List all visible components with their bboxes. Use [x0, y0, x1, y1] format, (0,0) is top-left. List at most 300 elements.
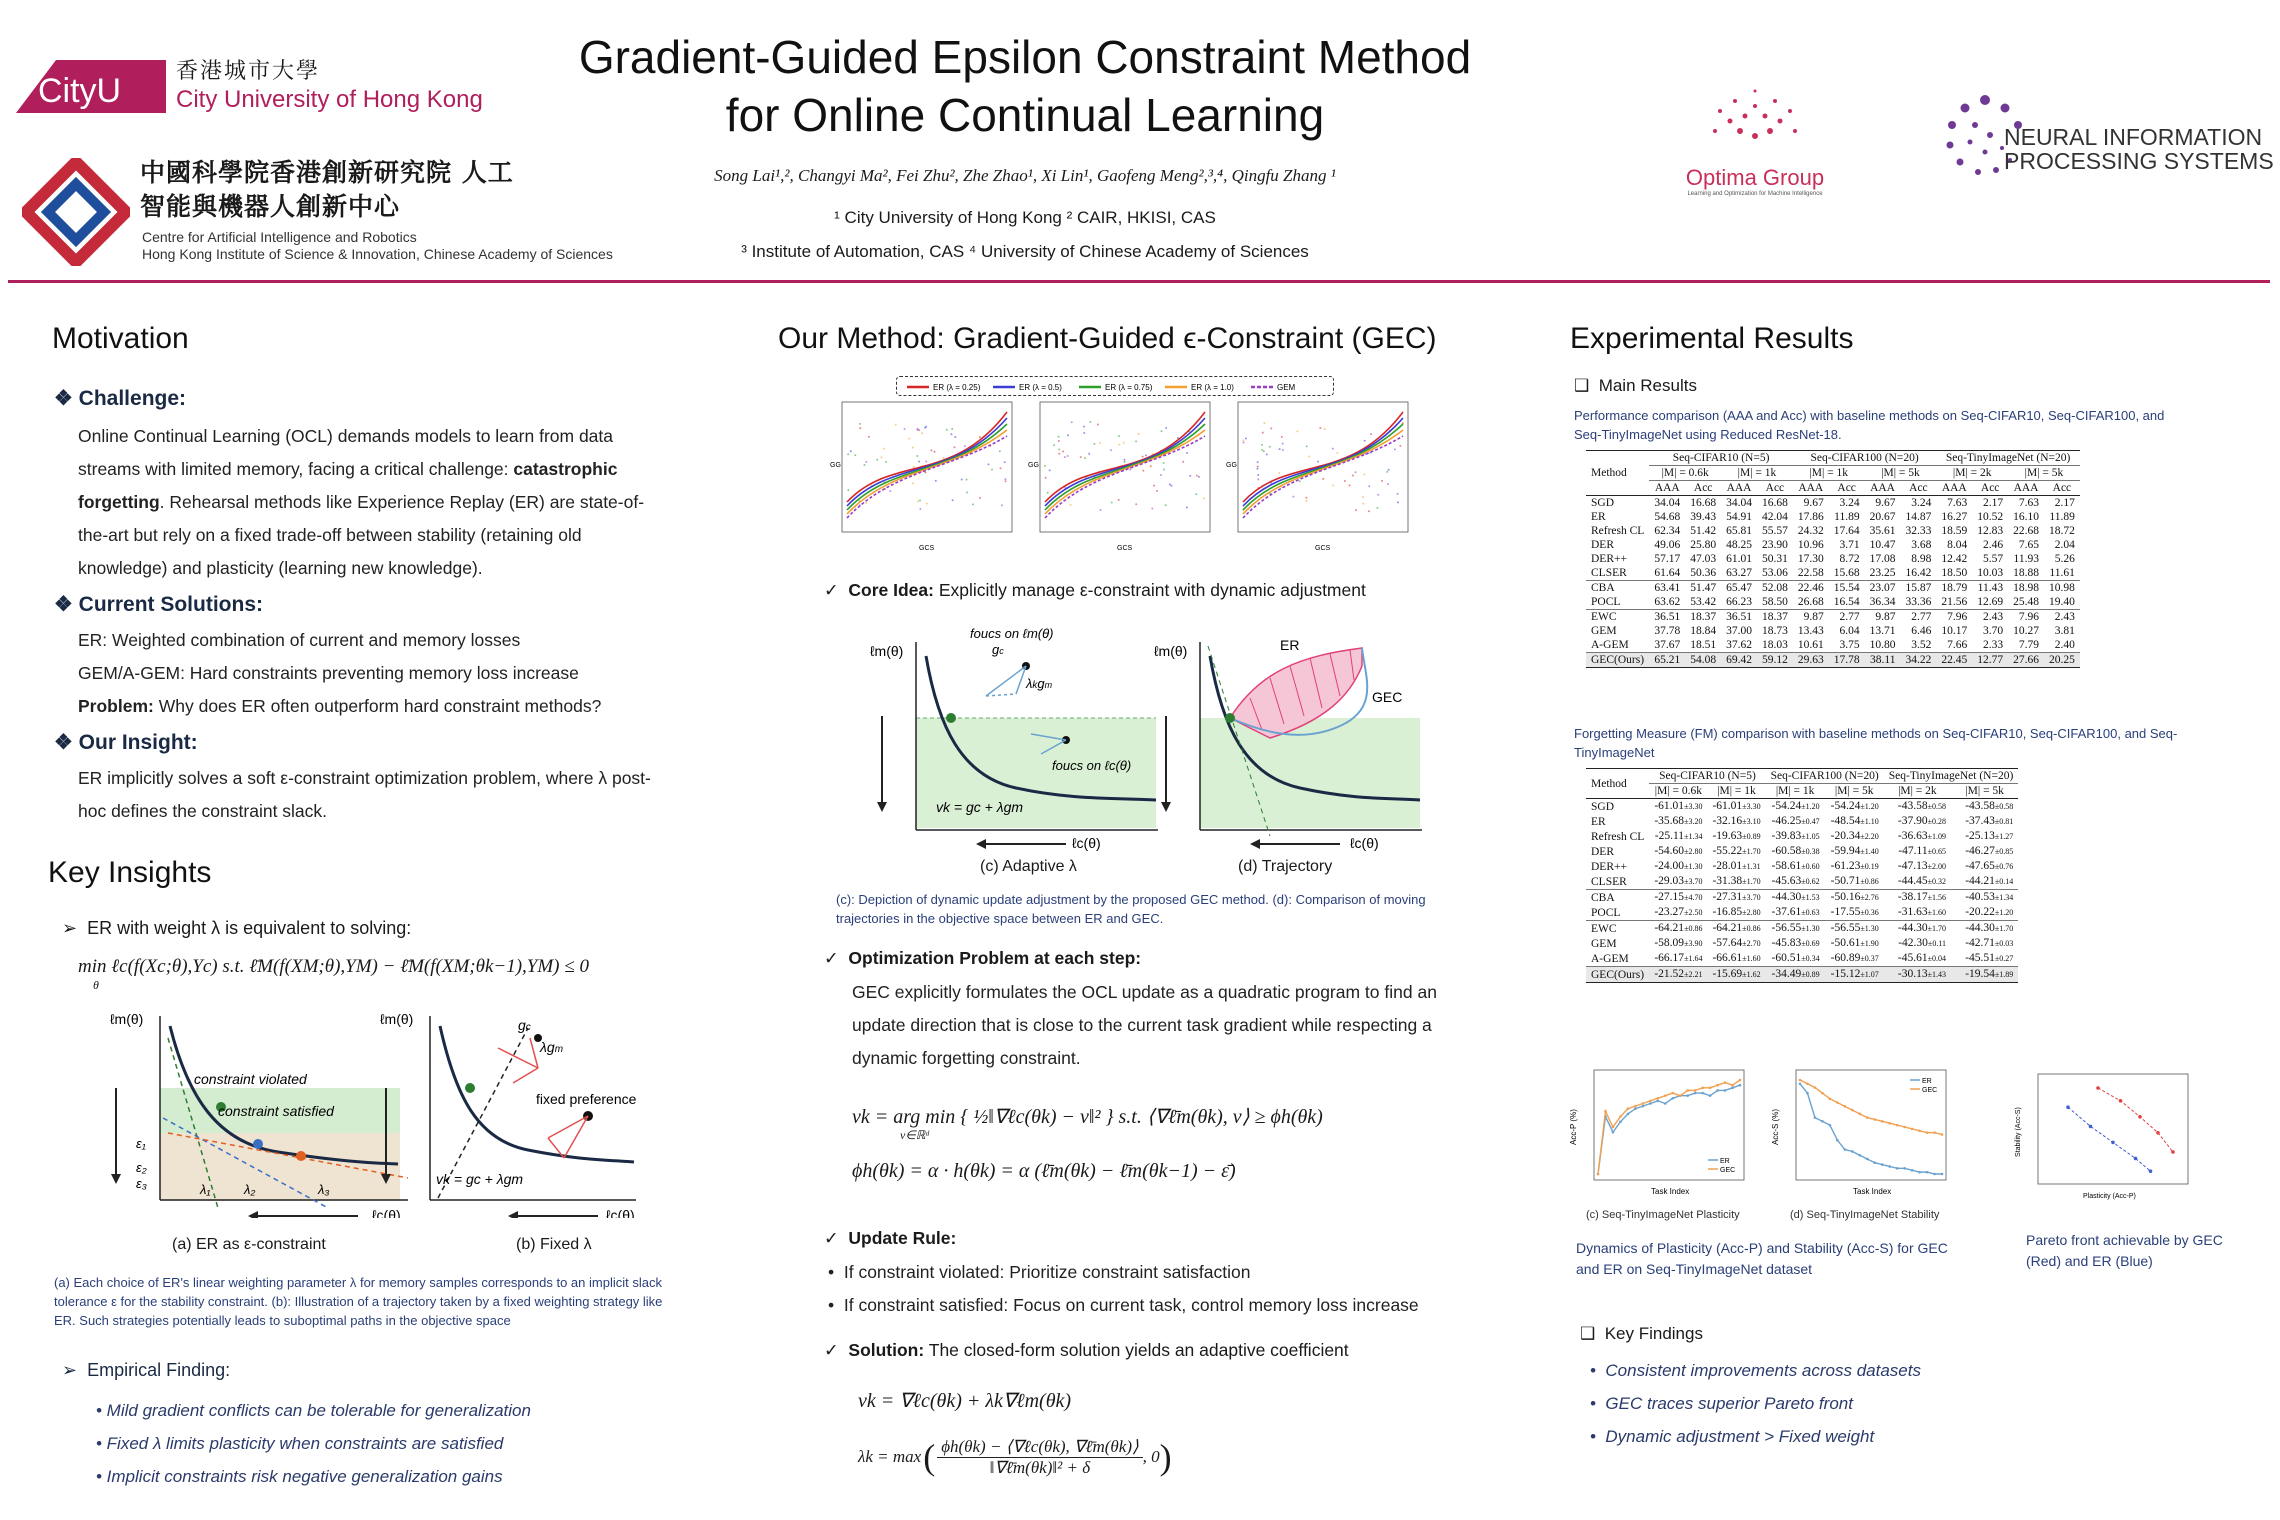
table-cell: 16.68 [1761, 497, 1788, 509]
er-series-point [1918, 1171, 1921, 1174]
plot-xlabel: Task Index [1853, 1187, 1892, 1196]
er-series-point [1799, 1082, 1802, 1085]
table-cell-std: ±0.34 [1801, 954, 1820, 963]
gcs-point [1266, 453, 1268, 455]
table-cell: -21.52±2.21 [1654, 968, 1703, 980]
gcs-point [1245, 437, 1247, 439]
table-cell-std: ±1.70 [1994, 924, 2014, 933]
table-cell: -37.90±0.28 [1897, 815, 1947, 827]
metric-header: AAA [1654, 482, 1680, 494]
performance-table [1586, 450, 2080, 668]
table-cell: 18.79 [1941, 582, 1968, 594]
table-cell-std: ±1.20 [1801, 802, 1820, 811]
er-series-point [1858, 1154, 1861, 1157]
table-cell: 32.33 [1905, 525, 1932, 537]
table-cell: 54.91 [1726, 511, 1752, 523]
gcs-point [1278, 472, 1280, 474]
table-cell: 13.71 [1869, 625, 1896, 637]
er-equivalence-text: ER with weight λ is equivalent to solving: [87, 918, 412, 938]
table-cell: 50.31 [1761, 553, 1788, 565]
table-cell-std: ±1.34 [1684, 832, 1703, 841]
table-row [1586, 552, 2080, 566]
gcs-point [1203, 497, 1205, 499]
table-cell-std: ±0.37 [1860, 954, 1879, 963]
table-cell: 69.42 [1726, 654, 1752, 666]
legend-label: ER (λ = 0.75) [1105, 383, 1153, 392]
main-results-heading: ❑ Main Results [1574, 376, 1697, 395]
gcs-point [917, 500, 919, 502]
table-cell: 7.65 [2018, 539, 2039, 551]
table-cell: -44.30±1.70 [1965, 922, 2014, 934]
problem-label: Problem: [78, 696, 154, 716]
gec-series-point [1694, 1089, 1697, 1092]
gec-pareto [2098, 1088, 2173, 1152]
table-cell-std: ±1.09 [1927, 832, 1947, 841]
table-cell: 9.87 [1875, 611, 1896, 623]
table1-container [1586, 450, 2080, 668]
fig-d-ylabel: ℓm(θ) [1154, 643, 1188, 659]
table-cell: -30.13±1.43 [1897, 968, 1947, 980]
gcs-point [1062, 451, 1064, 453]
table-cell: 34.04 [1654, 497, 1681, 509]
fig-c-xlabel: ℓc(θ) [1072, 835, 1101, 851]
table-cell: 2.04 [2054, 539, 2075, 551]
gec-series-point [1866, 1116, 1869, 1119]
er-series-point [1656, 1100, 1659, 1103]
gcs-xlabel: GCS [919, 545, 935, 552]
table-cell: 22.58 [1797, 567, 1824, 579]
svg-text:ε₃: ε₃ [136, 1176, 147, 1191]
gcs-point [1160, 474, 1162, 476]
motivation-heading: Motivation [52, 322, 189, 355]
table-cell: 36.51 [1726, 611, 1752, 623]
title-line-2: for Online Continual Learning [725, 89, 1325, 141]
gcs-point [999, 450, 1001, 452]
table-cell-std: ±1.90 [1860, 939, 1879, 948]
gcs-point [1004, 480, 1006, 482]
table-row [1586, 581, 2080, 596]
legend-label: ER (λ = 1.0) [1191, 383, 1234, 392]
table-cell-std: ±1.27 [1994, 832, 2014, 841]
gcs-point [883, 448, 885, 450]
gcs-point [1336, 452, 1338, 454]
core-idea-text: Explicitly manage ε-constraint with dynamic adjustment [933, 580, 1366, 600]
legend-gec: GEC [1720, 1167, 1736, 1174]
table-cell: -45.61±0.04 [1897, 952, 1947, 964]
er-series-point [1739, 1084, 1742, 1087]
gcs-fit-curve [847, 436, 1007, 518]
table-cell: -61.01±3.30 [1654, 800, 1703, 812]
gcs-point [908, 438, 910, 440]
fig-ab-caption-1: (a) Each choice of ER's linear weighting parameter λ for memory samples corresponds to an implicit slack [54, 1275, 662, 1290]
er-series-point [1821, 1120, 1824, 1123]
gcs-point [1397, 501, 1399, 503]
table-cell-std: ±0.63 [1801, 908, 1820, 917]
table-cell-std: ±1.20 [1994, 908, 2014, 917]
neurips-name-2: PROCESSING SYSTEMS [2004, 148, 2274, 174]
gec-series-point [1941, 1133, 1944, 1136]
table-cell: -40.53±1.34 [1965, 891, 2014, 903]
table-cell: 3.68 [1911, 539, 1932, 551]
table-cell: GEM [1591, 625, 1617, 637]
gcs-point [1269, 446, 1271, 448]
dataset-header: Seq-CIFAR10 (N=5) [1649, 769, 1765, 784]
figure-trajectory [1150, 626, 1430, 856]
update-rule-2-text: If constraint satisfied: Focus on current task, control memory loss increase [843, 1295, 1419, 1315]
table-cell-std: ±3.70 [1684, 877, 1703, 886]
table-cell: DER++ [1591, 553, 1627, 565]
table-cell-std: ±0.89 [1742, 832, 1761, 841]
gcs-point [1000, 467, 1002, 469]
table-cell: POCL [1591, 906, 1621, 919]
gcs-point [1145, 454, 1147, 456]
gcs-point [1279, 448, 1281, 450]
fig-c-caption: (c) Adaptive λ [980, 858, 1077, 875]
table-row [1586, 799, 2018, 815]
update-rule-list [828, 1256, 1488, 1322]
table-cell: GEC(Ours) [1591, 968, 1645, 981]
table-cell: 66.23 [1726, 596, 1752, 608]
table-cell: 15.54 [1833, 582, 1860, 594]
gcs-point [954, 436, 956, 438]
table-cell: -35.68±3.20 [1654, 815, 1703, 827]
legend-gec: GEC [1922, 1087, 1938, 1094]
gcs-point [1195, 493, 1197, 495]
table-cell: 22.45 [1941, 654, 1968, 666]
gcs-point [1388, 469, 1390, 471]
table-cell: 65.47 [1726, 582, 1752, 594]
table-cell: 17.08 [1869, 553, 1896, 565]
gcs-xlabel: GCS [1117, 545, 1133, 552]
table-cell: 51.47 [1690, 582, 1717, 594]
table-cell: 26.68 [1797, 596, 1824, 608]
table-cell: 11.43 [1977, 582, 2004, 594]
memory-header: |M| = 2k [1936, 466, 2008, 481]
gcs-point [1377, 494, 1379, 496]
table-cell: 23.07 [1869, 582, 1896, 594]
cair-name-en2: Hong Kong Institute of Science & Innovation, Chinese Academy of Sciences [142, 246, 613, 262]
gec-series-point [1814, 1086, 1817, 1089]
table-cell: 10.47 [1869, 539, 1896, 551]
legend-label: GEM [1277, 383, 1296, 392]
table-cell-std: ±2.20 [1860, 832, 1879, 841]
table-cell: 10.80 [1869, 639, 1896, 651]
gec-series-point [1806, 1082, 1809, 1085]
table-row [1586, 859, 2018, 874]
table-cell: -43.58±0.58 [1897, 800, 1947, 812]
table-cell: -64.21±0.86 [1712, 922, 1761, 934]
plot-ylabel: Acc-P (%) [1569, 1109, 1578, 1145]
dataset-header: Seq-CIFAR100 (N=20) [1793, 451, 1937, 466]
table-cell-std: ±0.27 [1994, 954, 2014, 963]
table-cell: -61.01±3.30 [1712, 800, 1761, 812]
opt-problem-line: ✓ Optimization Problem at each step: [824, 948, 1142, 968]
table-cell: 7.79 [2018, 639, 2039, 651]
gcs-point [1135, 503, 1137, 505]
gcs-point [1123, 459, 1125, 461]
table-cell: A-GEM [1591, 952, 1629, 965]
table-cell: ER [1591, 511, 1606, 523]
gcs-point [1263, 450, 1265, 452]
metric-header: Acc [1980, 482, 2000, 494]
table-cell: 8.04 [1947, 539, 1968, 551]
table-cell: -15.69±1.62 [1712, 968, 1761, 980]
main-results-text: Main Results [1598, 376, 1697, 395]
gcs-point [966, 491, 968, 493]
gec-series-point [1686, 1089, 1689, 1092]
solution-text: The closed-form solution yields an adaptive coefficient [924, 1340, 1349, 1360]
gcs-point [951, 428, 953, 430]
table-cell: 10.27 [2013, 625, 2039, 637]
table-cell-std: ±2.80 [1684, 847, 1703, 856]
metric-header: Acc [2052, 482, 2072, 494]
table-cell: 27.66 [2013, 654, 2039, 666]
gcs-point [924, 471, 926, 473]
table-cell-std: ±0.03 [1994, 939, 2014, 948]
gcs-point [1067, 434, 1069, 436]
gcs-point [926, 503, 928, 505]
empirical-item-3: • Implicit constraints risk negative generalization gains [96, 1467, 503, 1486]
opt-line-2: update direction that is close to the current task gradient while respecting a [852, 1015, 1432, 1035]
gcs-point [1129, 469, 1131, 471]
table-cell: 18.73 [1761, 625, 1788, 637]
table-cell-std: ±3.70 [1742, 893, 1761, 902]
table-cell: 9.67 [1875, 497, 1896, 509]
gcs-point [1069, 504, 1071, 506]
authors: Song Lai¹,², Changyi Ma², Fei Zhu², Zhe Zhao¹, Xi Lin¹, Gaofeng Meng²,³,⁴, Qingfu Zhang ¹ [714, 166, 1336, 185]
lambda-equation: λk = max ( ϕh(θk) − ⟨∇ℓc(θk), ∇ℓ̄m(θk)⟩ ‖∇ℓ̄m(θk)‖² + δ , 0 ) [858, 1436, 1172, 1477]
gcs-point [1387, 483, 1389, 485]
gcs-fit-curve [1243, 418, 1403, 506]
challenge-line-2-text: streams with limited memory, facing a critical challenge: [78, 459, 514, 479]
gcs-point [1071, 421, 1073, 423]
table-cell: -27.15±4.70 [1654, 891, 1703, 903]
gec-series-point [1701, 1087, 1704, 1090]
table-cell: 55.57 [1761, 525, 1788, 537]
fig-c-ylabel: ℓm(θ) [870, 643, 904, 659]
gcs-point [916, 455, 918, 457]
table-cell-std: ±1.30 [1860, 924, 1879, 933]
table-cell-std: ±1.05 [1801, 832, 1820, 841]
table-cell: 7.96 [1947, 611, 1968, 623]
gcs-point [1118, 499, 1120, 501]
label-fixed-pref: fixed preference [536, 1091, 637, 1107]
table-cell: -50.16±2.76 [1830, 891, 1879, 903]
figure-adaptive-lambda [866, 626, 1166, 856]
gcs-point [1186, 506, 1188, 508]
gcs-point [865, 461, 867, 463]
gcs-point [889, 490, 891, 492]
gcs-point [919, 500, 921, 502]
table-cell: -44.30±1.70 [1897, 922, 1947, 934]
table-cell: -42.30±0.11 [1898, 937, 1947, 949]
empirical-heading-text: Empirical Finding: [87, 1360, 231, 1380]
gcs-point [1138, 433, 1140, 435]
gcs-point [885, 461, 887, 463]
opt-line-1: GEC explicitly formulates the OCL update as a quadratic program to find an [852, 982, 1437, 1002]
table-cell: 12.77 [1977, 654, 2004, 666]
table-cell: 18.37 [1761, 611, 1788, 623]
er-series-point [1649, 1102, 1652, 1105]
gcs-point [1083, 426, 1085, 428]
table-cell: A-GEM [1591, 639, 1629, 651]
table-cell: -50.61±1.90 [1830, 937, 1879, 949]
gec-series-point [1881, 1120, 1884, 1123]
table-cell-std: ±0.19 [1860, 862, 1879, 871]
gcs-point [952, 499, 954, 501]
dataset-header: Seq-CIFAR10 (N=5) [1649, 451, 1793, 466]
gcs-point [1394, 448, 1396, 450]
table-cell-std: ±2.70 [1742, 939, 1761, 948]
table-cell: 20.25 [2048, 654, 2075, 666]
table-cell: Refresh CL [1591, 830, 1645, 843]
gcs-point [924, 427, 926, 429]
table-cell: 61.64 [1654, 567, 1681, 579]
table-cell: -57.64±2.70 [1712, 937, 1761, 949]
cair-name-cn: 中國科學院香港創新研究院 人工智能與機器人創新中心 [140, 158, 514, 221]
gcs-point [991, 469, 993, 471]
table-cell: -24.00±1.30 [1654, 860, 1703, 872]
gec-series-point [1858, 1113, 1861, 1116]
gcs-point [895, 424, 897, 426]
fig-a-xlabel: ℓc(θ) [372, 1207, 401, 1218]
gcs-point [1153, 485, 1155, 487]
memory-header: |M| = 5k [1965, 785, 2004, 797]
forgetting-table [1586, 768, 2018, 983]
gcs-point [1282, 449, 1284, 451]
er-series-point [1851, 1150, 1854, 1153]
memory-header: |M| = 2k [1898, 785, 1937, 797]
memory-header: |M| = 0.6k [1649, 466, 1721, 481]
table-cell: 18.84 [1690, 625, 1717, 637]
table-cell: 18.72 [2048, 525, 2075, 537]
gcs-point [1058, 453, 1060, 455]
table-cell-std: ±0.69 [1801, 939, 1820, 948]
gcs-point [1045, 477, 1047, 479]
gcs-fit-curve [847, 412, 1007, 502]
lambda-eq-rhs: , 0 [1142, 1447, 1160, 1466]
title-line-1: Gradient-Guided Epsilon Constraint Method [578, 31, 1472, 83]
table-cell: 2.40 [2054, 639, 2075, 651]
table-cell: SGD [1591, 497, 1615, 509]
challenge-heading: ❖ Challenge: [54, 387, 187, 410]
gec-series-point [1911, 1128, 1914, 1131]
table-cell: -47.11±0.65 [1898, 845, 1947, 857]
gcs-point [1292, 496, 1294, 498]
gcs-point [1083, 432, 1085, 434]
cityu-logo [16, 58, 166, 116]
table-cell: 6.04 [1839, 625, 1860, 637]
table-cell: CLSER [1591, 875, 1627, 888]
key-finding-2-text: GEC traces superior Pareto front [1605, 1394, 1853, 1413]
table-cell: 17.30 [1797, 553, 1824, 565]
table-row [1586, 510, 2080, 524]
table-cell: 3.70 [1982, 625, 2004, 637]
table-cell: 37.67 [1654, 639, 1681, 651]
problem-text: Why does ER often outperform hard constraint methods? [153, 696, 602, 716]
table-cell: 20.67 [1869, 511, 1896, 523]
method-heading: Our Method: Gradient-Guided ϵ-Constraint (GEC) [778, 322, 1437, 355]
table-cell: 3.24 [1911, 497, 1932, 509]
gcs-point [1058, 436, 1060, 438]
table-cell: 2.77 [1911, 611, 1932, 623]
table-cell: 42.04 [1761, 511, 1788, 523]
er-pareto-point [2111, 1141, 2115, 1145]
er-series-point [1873, 1161, 1876, 1164]
metric-header: Acc [1765, 482, 1785, 494]
neurips-name-1: NEURAL INFORMATION [2004, 124, 2263, 150]
table-cell: -64.21±0.86 [1654, 922, 1703, 934]
challenge-keyword-2: forgetting [78, 492, 160, 512]
gcs-legend [896, 376, 1334, 396]
table-cell: 7.66 [1947, 639, 1968, 651]
table-cell: 48.25 [1726, 539, 1752, 551]
memory-header: |M| = 1k [1775, 785, 1815, 797]
solution-line: ✓ Solution: The closed-form solution yields an adaptive coefficient [824, 1340, 1349, 1360]
gcs-point [1124, 461, 1126, 463]
phi-equation: ϕh(θk) = α · h(θk) = α (ℓ̄m(θk) − ℓ̄m(θk−1) − ε̄) [852, 1160, 1236, 1182]
insight-line-2: hoc defines the constraint slack. [78, 801, 328, 821]
affiliations-1: ¹ City University of Hong Kong ² CAIR, HKISI, CAS [834, 208, 1216, 227]
gcs-fit-curve [1243, 436, 1403, 518]
gcs-point [1049, 469, 1051, 471]
fig-b-xlabel: ℓc(θ) [606, 1207, 635, 1218]
table-cell: 58.50 [1761, 596, 1788, 608]
table-cell-std: ±2.21 [1684, 970, 1703, 979]
challenge-heading-text: Challenge: [78, 387, 187, 410]
fig-a-ylabel: ℓm(θ) [110, 1011, 144, 1027]
er-pareto [2068, 1107, 2151, 1171]
gcs-point [1261, 444, 1263, 446]
svg-text:λkgm: λkgm [1026, 676, 1053, 691]
table-cell: 3.71 [1839, 539, 1860, 551]
table-cell: CLSER [1591, 567, 1627, 579]
table-cell: 2.33 [1982, 639, 2004, 651]
table-cell: -37.61±0.63 [1771, 906, 1820, 918]
gcs-point [1156, 490, 1158, 492]
table-cell: CBA [1591, 891, 1615, 904]
table-cell: -39.83±1.05 [1771, 830, 1820, 842]
gec-series-point [1873, 1118, 1876, 1121]
gcs-point [863, 464, 865, 466]
er-series-point [1671, 1097, 1674, 1100]
legend-er: ER [1720, 1158, 1730, 1165]
er-series-point [1933, 1173, 1936, 1176]
memory-header: |M| = 1k [1721, 466, 1793, 481]
optima-subtitle: Learning and Optimization for Machine Intelligence [1687, 191, 1823, 197]
gcs-xlabel: GCS [1315, 545, 1331, 552]
table-cell: 12.69 [1977, 596, 2004, 608]
table-cell: -20.22±1.20 [1965, 906, 2014, 918]
table-cell-std: ±1.53 [1801, 893, 1820, 902]
table-cell: 7.63 [2018, 497, 2039, 509]
gcs-point [1243, 441, 1245, 443]
er-pareto-point [2089, 1125, 2093, 1129]
gcs-plots [822, 398, 1422, 558]
table-cell: -56.55±1.30 [1771, 922, 1820, 934]
gec-series-point [1888, 1122, 1891, 1125]
table-cell: CBA [1591, 582, 1615, 594]
challenge-line-3 [78, 486, 698, 519]
gcs-point [1089, 421, 1091, 423]
table-cell: -50.71±0.86 [1830, 875, 1879, 887]
current-heading: ❖ Current Solutions: [54, 593, 263, 616]
table-cell-std: ±1.60 [1927, 908, 1947, 917]
table-cell: 7.63 [1947, 497, 1968, 509]
table-cell-std: ±1.10 [1860, 817, 1879, 826]
key-findings-heading: ❑ Key Findings [1580, 1324, 1703, 1343]
gcs-point [972, 503, 974, 505]
